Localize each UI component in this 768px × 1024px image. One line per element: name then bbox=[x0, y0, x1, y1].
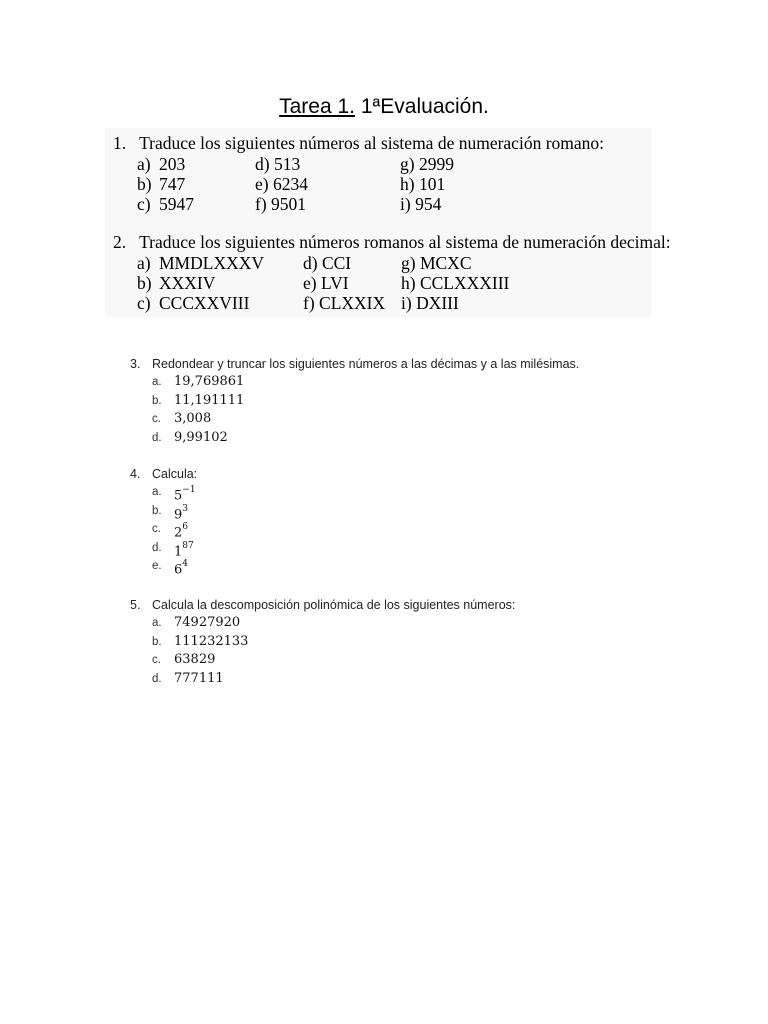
q2-item-a: a) MMDLXXXV bbox=[137, 253, 264, 273]
question-5-number: 5. bbox=[130, 598, 141, 612]
q1-item-e: e) 6234 bbox=[255, 174, 308, 194]
question-4-text: Calcula: bbox=[152, 467, 198, 481]
page-title bbox=[0, 94, 768, 120]
q1-item-b: b) 747 bbox=[137, 174, 186, 194]
q2-item-f: f) CLXXIX bbox=[303, 293, 386, 313]
q1-item-c: c) 5947 bbox=[137, 194, 194, 214]
q2-item-c: c) CCCXXVIII bbox=[137, 293, 250, 313]
q2-item-i: i) DXIII bbox=[401, 293, 459, 313]
question-2-number: 2. bbox=[113, 232, 127, 252]
question-3-number: 3. bbox=[130, 357, 141, 371]
question-1-number: 1. bbox=[113, 133, 127, 153]
q1-item-g: g) 2999 bbox=[400, 154, 454, 174]
q1-item-i: i) 954 bbox=[400, 194, 442, 214]
title-rest: 1ªEvaluación. bbox=[355, 95, 489, 118]
question-5-text: Calcula la descomposición polinómica de los siguientes números: bbox=[152, 598, 516, 612]
question-3-text: Redondear y truncar los siguientes números a las décimas y a las milésimas. bbox=[152, 357, 580, 371]
title-underlined: Tarea 1. bbox=[279, 95, 356, 118]
question-2-heading bbox=[113, 232, 671, 253]
q2-item-b: b) XXXIV bbox=[137, 273, 216, 293]
q2-item-d: d) CCI bbox=[303, 253, 352, 273]
scanned-questions-block bbox=[105, 128, 671, 317]
q2-item-h: h) CCLXXXIII bbox=[401, 273, 510, 293]
q1-item-f: f) 9501 bbox=[255, 194, 307, 214]
question-2-text: Traduce los siguientes números romanos al sistema de numeración decimal: bbox=[139, 232, 671, 252]
question-4-number: 4. bbox=[130, 467, 141, 481]
q1-item-h: h) 101 bbox=[400, 174, 446, 194]
document-page: Tarea 1. 1ªEvaluación. 1. Traduce los siguientes números al sistema de numeración romano: a) 203 d) 513 g) 2999 b) 747 e) 6234 h) 101 c) 5947 f) 9501 i) 954 2. Traduce los siguientes números romanos al sistema de numeración decimal: a) MMDLXXXV d) CCI g) MCXC b) XXXIV e) LVI h) CCLXXXIII c) CCCXXVIII f) CLXXIX i) DXIII 3. Redondear y truncar los siguientes números a las décimas y a las milésimas. a. 19,769861 b. 11,191111 c. 3,008 d. 9,99102 4. Calcula: a. $5^{-1}$ b. $9^3$ c. $2^6$ d. $1^{87}$ e. $6^4$ 5. Calcula la descomposición polinómica de los siguientes números: a. 74927920 b. 111232133 c. 63829 d. 777111 bbox=[0, 0, 768, 1024]
question-1-heading bbox=[113, 133, 604, 154]
q1-item-d: d) 513 bbox=[255, 154, 301, 174]
q1-item-a: a) 203 bbox=[137, 154, 186, 174]
q2-item-e: e) LVI bbox=[303, 273, 349, 293]
q2-item-g: g) MCXC bbox=[401, 253, 472, 273]
question-1-text: Traduce los siguientes números al sistema de numeración romano: bbox=[139, 133, 605, 153]
